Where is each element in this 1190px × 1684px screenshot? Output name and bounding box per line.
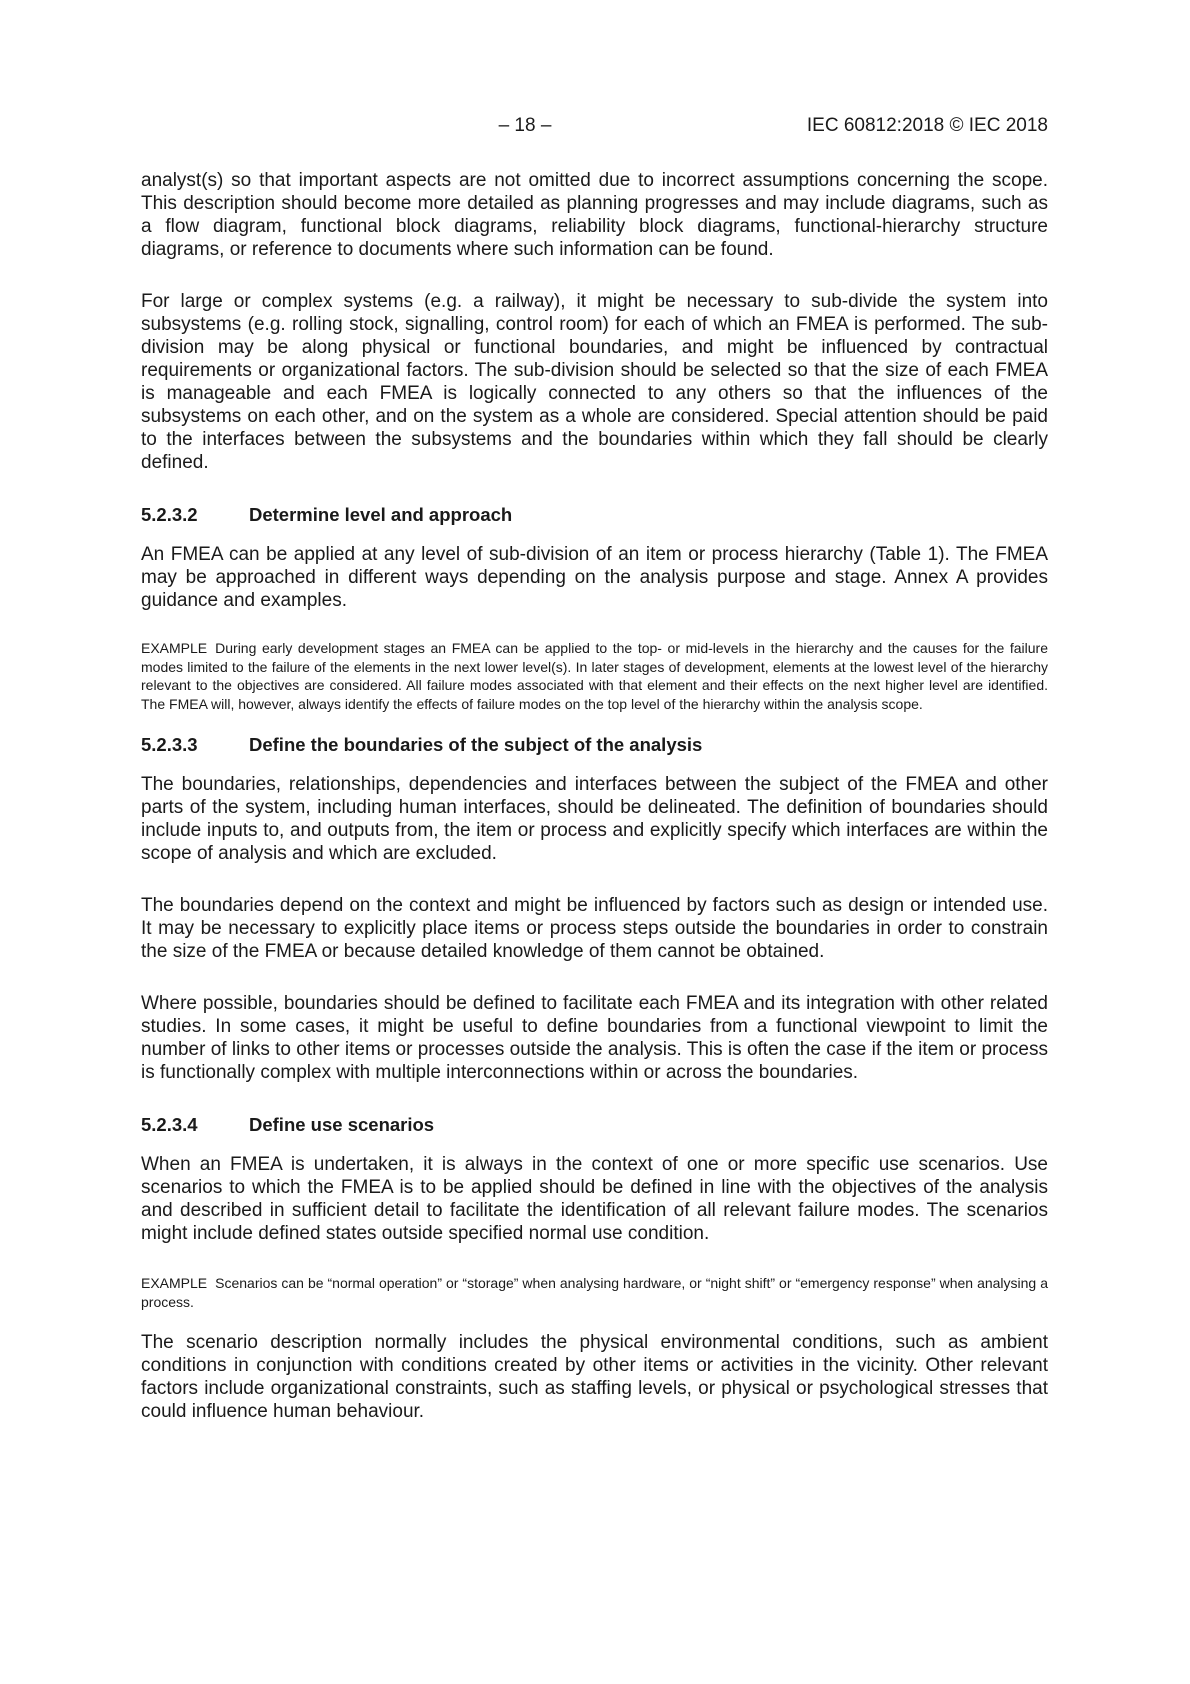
- paragraph-scope-description: analyst(s) so that important aspects are not omitted due to incorrect assumptions concerning the scope. This description should become more detailed as planning progresses and may include diagrams, such as a flow diagram, functional block diagrams, reliability block diagrams, functional-hierarchy structure diagrams, or reference to documents where such information can be found.: [141, 170, 1048, 260]
- section-heading-5234: [141, 1113, 1048, 1137]
- section-heading-5232: [141, 503, 1048, 527]
- section-title: Determine level and approach: [249, 504, 513, 525]
- section-number: 5.2.3.2: [141, 504, 198, 525]
- example-text: Scenarios can be “normal operation” or “storage” when analysing hardware, or “night shift” or “emergency response” when analysing a process.: [141, 1275, 1048, 1310]
- document-body: [141, 169, 1048, 1452]
- paragraph-level-approach: An FMEA can be applied at any level of sub-division of an item or process hierarchy (Table 1). The FMEA may be approached in different ways depending on the analysis purpose and stage. Annex A provides guidance and examples.: [141, 544, 1048, 611]
- example-text: During early development stages an FMEA can be applied to the top- or mid-levels in the hierarchy and the causes for the failure modes limited to the failure of the elements in the next lower level(s). In later stages of development, elements at the lowest level of the hierarchy relevant to the objectives are considered. All failure modes associated with that element and their effects on the next higher level are identified. The FMEA will, however, always identify the effects of failure modes on the top level of the hierarchy within the analysis scope.: [141, 640, 1048, 712]
- page-number: – 18 –: [498, 115, 552, 136]
- paragraph-boundaries-definition: The boundaries, relationships, dependencies and interfaces between the subject of the FMEA and other parts of the system, including human interfaces, should be delineated. The definition of boundaries should include inputs to, and outputs from, the item or process and explicitly specify which interfaces are within the scope of analysis and which are excluded.: [141, 774, 1048, 864]
- page-header: [141, 112, 1048, 140]
- example-note-hierarchy: [141, 639, 1048, 713]
- paragraph-boundaries-context: The boundaries depend on the context and might be influenced by factors such as design or intended use. It may be necessary to explicitly place items or process steps outside the boundaries in order to constrain the size of the FMEA or because detailed knowledge of them cannot be obtained.: [141, 895, 1048, 962]
- section-title: Define use scenarios: [249, 1114, 435, 1135]
- example-label: EXAMPLE: [141, 640, 208, 656]
- section-number: 5.2.3.4: [141, 1114, 198, 1135]
- paragraph-subsystems: For large or complex systems (e.g. a railway), it might be necessary to sub-divide the system into subsystems (e.g. rolling stock, signalling, control room) for each of which an FMEA is performed. The sub-division may be along physical or functional boundaries, and might be influenced by contractual requirements or organizational factors. The sub-division should be selected so that the size of each FMEA is manageable and each FMEA is logically connected to any others so that the influences of the subsystems on each other, and on the system as a whole are considered. Special attention should be paid to the interfaces between the subsystems and the boundaries within which they fall should be clearly defined.: [141, 291, 1048, 473]
- paragraph-scenario-description: The scenario description normally includes the physical environmental conditions, such as ambient conditions in conjunction with conditions created by other items or activities in the vicinity. Other relevant factors include organizational constraints, such as staffing levels, or physical or psychological stresses that could influence human behaviour.: [141, 1332, 1048, 1422]
- section-heading-5233: [141, 733, 1048, 757]
- example-note-scenarios: [141, 1274, 1048, 1311]
- section-title: Define the boundaries of the subject of the analysis: [249, 734, 703, 755]
- example-label: EXAMPLE: [141, 1275, 208, 1291]
- standard-reference: IEC 60812:2018 © IEC 2018: [806, 115, 1048, 136]
- paragraph-boundaries-integration: Where possible, boundaries should be defined to facilitate each FMEA and its integration with other related studies. In some cases, it might be useful to define boundaries from a functional viewpoint to limit the number of links to other items or processes outside the analysis. This is often the case if the item or process is functionally complex with multiple interconnections within or across the boundaries.: [141, 993, 1048, 1083]
- paragraph-use-scenarios: When an FMEA is undertaken, it is always in the context of one or more specific use scenarios. Use scenarios to which the FMEA is to be applied should be defined in line with the objectives of the analysis and described in sufficient detail to facilitate the identification of all relevant failure modes. The scenarios might include defined states outside specified normal use condition.: [141, 1154, 1048, 1244]
- section-number: 5.2.3.3: [141, 734, 198, 755]
